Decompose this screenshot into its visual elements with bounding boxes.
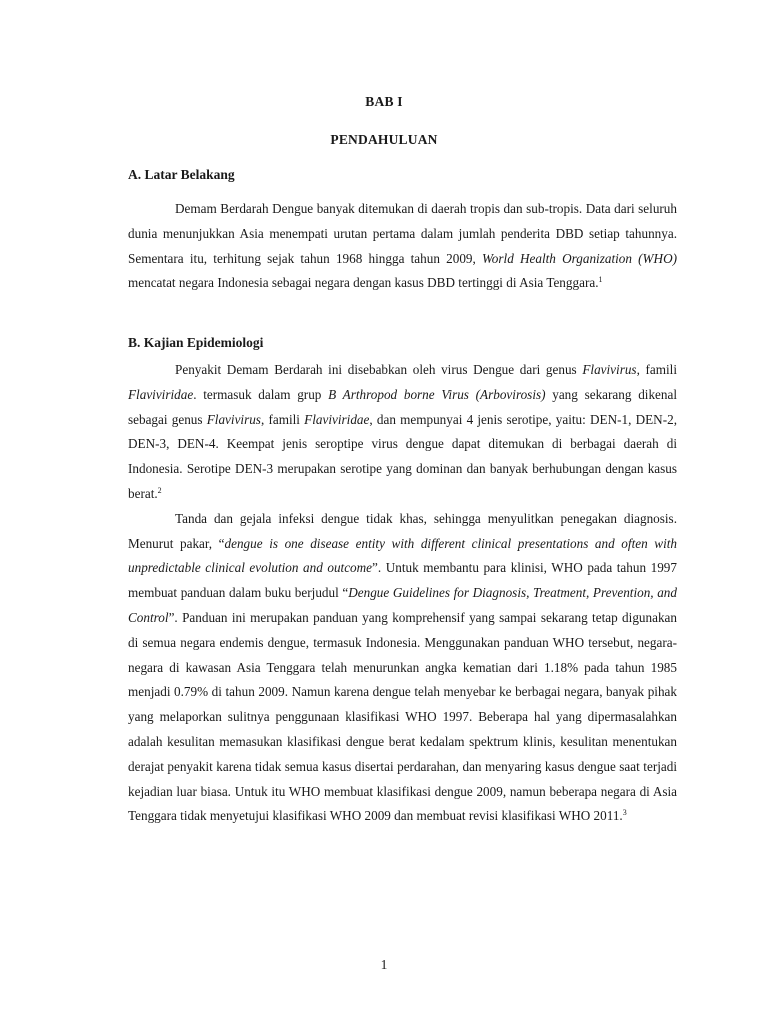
- footnote-ref: 1: [598, 275, 603, 285]
- section-b-body: [128, 358, 677, 829]
- text-run: . termasuk dalam grup: [193, 386, 329, 402]
- text-run: mencatat negara Indonesia sebagai negara dengan kasus DBD tertinggi di Asia Tenggara.: [128, 275, 599, 291]
- text-run: , dan mempunyai 4 jenis serotipe, yaitu: DEN-1, DEN-2, DEN-3, DEN-4. Keempat jenis seroptipe virus dengue dapat ditemukan di berbagai daerah di Indonesia. Serotipe DEN-3 merupakan serotipe yang dominan dan banyak berhubungan dengan kasus berat.: [128, 411, 677, 501]
- footnote-ref: 3: [622, 808, 627, 818]
- text-run-italic: B Arthropod borne Virus (Arbovirosis): [328, 386, 546, 402]
- text-run: , famili: [636, 362, 678, 377]
- paragraph: [128, 197, 677, 296]
- text-run-italic: Flavivirus: [206, 411, 261, 427]
- text-run: ”. Untuk membantu para klinisi, WHO pada tahun 1997 membuat panduan dalam buku berjudul “: [128, 560, 677, 601]
- text-run: , famili: [260, 411, 305, 427]
- section-a-heading: A. Latar Belakang: [128, 167, 235, 182]
- chapter-title: PENDAHULUAN: [330, 132, 438, 147]
- footnote-ref: 2: [157, 485, 162, 495]
- text-run-italic: World Health Organization (WHO): [482, 250, 677, 266]
- text-run-italic: dengue is one disease entity with different clinical presentations and often with unpredictable clinical evolution and outcome: [128, 535, 677, 576]
- text-run: Tanda dan gejala infeksi dengue tidak khas, sehingga menyulitkan penegakan diagnosis. Menurut pakar, “: [128, 510, 677, 551]
- text-run: Demam Berdarah Dengue banyak ditemukan di daerah tropis dan sub-tropis. Data dari seluruh dunia menunjukkan Asia menempati urutan pertama dalam jumlah penderita DBD setiap tahunnya. Sementara itu, terhitung sejak tahun 1968 hingga tahun 2009,: [128, 201, 677, 266]
- text-run: yang sekarang dikenal sebagai genus: [128, 386, 678, 427]
- page-number: 1: [380, 957, 388, 972]
- text-run-italic: Flavivirus: [582, 362, 637, 377]
- paragraph: [128, 507, 677, 829]
- chapter-label: BAB I: [365, 94, 403, 109]
- section-a-body: [128, 197, 677, 296]
- text-run-italic: Flaviviridae: [128, 386, 194, 402]
- section-b-heading: B. Kajian Epidemiologi: [128, 335, 264, 350]
- text-run: Penyakit Demam Berdarah ini disebabkan oleh virus Dengue dari genus: [175, 362, 583, 377]
- text-run-italic: Dengue Guidelines for Diagnosis, Treatment, Prevention, and Control: [128, 585, 677, 625]
- paragraph: [128, 358, 677, 507]
- text-run-italic: Flaviviridae: [304, 411, 370, 427]
- text-run: ”. Panduan ini merupakan panduan yang komprehensif yang sampai sekarang tetap digunakan di semua negara endemis dengue, termasuk Indonesia. Menggunakan panduan WHO tersebut, negara-negara di kawasan Asia Tenggara telah menurunkan angka kematian dari 1.18% pada tahun 1985 menjadi 0.79% di tahun 2009. Namun karena dengue telah menyebar ke berbagai negara, banyak pihak yang melaporkan sulitnya penggunaan klasifikasi WHO 1997. Beberapa hal yang dipermasalahkan adalah kesulitan memasukan klasifikasi dengue berat kedalam spektrum klinis, kesulitan menentukan derajat penyakit karena tidak semua kasus disertai perdarahan, dan menyaring kasus dengue saat terjadi kejadian luar biasa. Untuk itu WHO membuat klasifikasi dengue 2009, namun beberapa negara di Asia Tenggara tidak menyetujui klasifikasi WHO 2009 dan membuat revisi klasifikasi WHO 2011.: [128, 609, 677, 824]
